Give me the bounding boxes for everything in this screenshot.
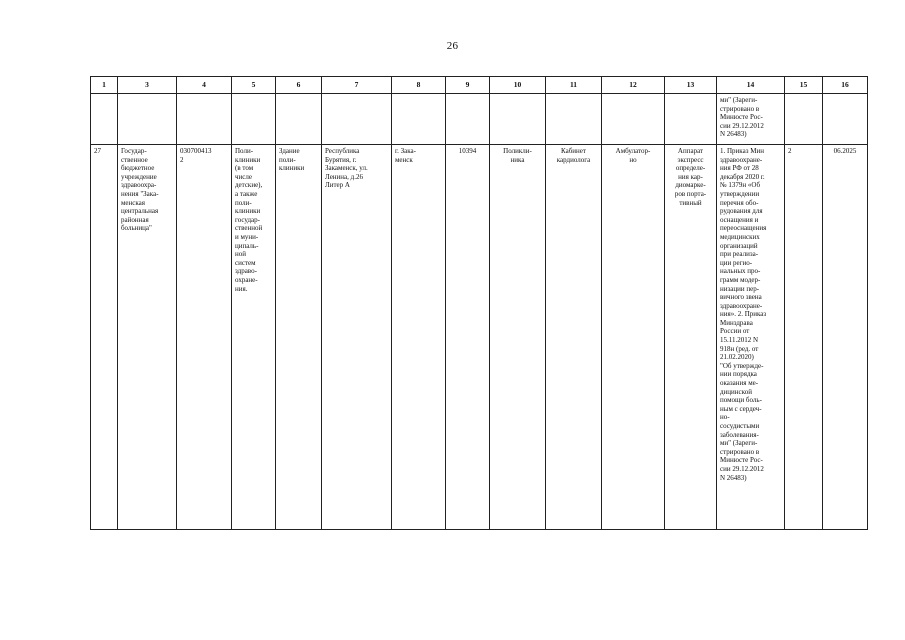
registry-table xyxy=(90,76,868,530)
equipment-cell: Аппарат экспресс определе- ния кар- диомарке- ров порта- тивный xyxy=(665,145,717,530)
column-number: 12 xyxy=(602,77,665,94)
date-cell: 06.2025 xyxy=(823,145,868,530)
column-number: 1 xyxy=(91,77,118,94)
column-number-row xyxy=(91,77,868,94)
column-number: 7 xyxy=(322,77,392,94)
column-number: 8 xyxy=(392,77,446,94)
page-number: 26 xyxy=(446,40,459,52)
table-row xyxy=(91,145,868,530)
cabinet-cell: Кабинет кардиолога xyxy=(546,145,602,530)
facility-type-cell: Поли- клиники (в том числе детские), а также поли- клиники государ- ственной и муни- ципаль- ной систем здраво- охране- ния. xyxy=(232,145,276,530)
row-number-cell: 27 xyxy=(91,145,118,530)
column-number: 10 xyxy=(490,77,546,94)
column-number: 16 xyxy=(823,77,868,94)
quantity-cell: 2 xyxy=(785,145,823,530)
city-cell: г. Зака- менск xyxy=(392,145,446,530)
column-number: 14 xyxy=(717,77,785,94)
number-cell: 10394 xyxy=(446,145,490,530)
continuation-row xyxy=(91,94,868,145)
building-cell: Здание поли- клиники xyxy=(276,145,322,530)
regulation-cell: ми" (Зареги- стрировано в Минюсте Рос- сии 29.12.2012 N 26483) xyxy=(717,94,785,145)
department-cell: Поликли- ника xyxy=(490,145,546,530)
column-number: 11 xyxy=(546,77,602,94)
code-cell: 030700413 2 xyxy=(177,145,232,530)
care-mode-cell: Амбулатор- но xyxy=(602,145,665,530)
address-cell: Республика Бурятия, г. Закаменск, ул. Ленина, д.26 Литер А xyxy=(322,145,392,530)
regulation-cell: 1. Приказ Мин здравоохране- ния РФ от 28 декабря 2020 г. № 1379н «Об утверждении перечня обо- рудования для оснащения и переоснащения медицинских организаций при реализа- ции регио- нальных про- грамм модер- низации пер- вичного звена здравоохране- ния». 2. Приказ Минздрава России от 15.11.2012 N 918н (ред. от 21.02.2020) "Об утвержде- нии порядка оказания ме- дицинской помощи боль- ным с сердеч- но- сосудистыми заболевания- ми" (Зареги- стрировано в Минюсте Рос- сии 29.12.2012 N 26483) xyxy=(717,145,785,530)
column-number: 13 xyxy=(665,77,717,94)
column-number: 4 xyxy=(177,77,232,94)
column-number: 6 xyxy=(276,77,322,94)
column-number: 9 xyxy=(446,77,490,94)
organization-cell: Государ- ственное бюджетное учреждение здравоохра- нения "Зака- менская центральная районная больница" xyxy=(118,145,177,530)
column-number: 5 xyxy=(232,77,276,94)
column-number: 3 xyxy=(118,77,177,94)
column-number: 15 xyxy=(785,77,823,94)
